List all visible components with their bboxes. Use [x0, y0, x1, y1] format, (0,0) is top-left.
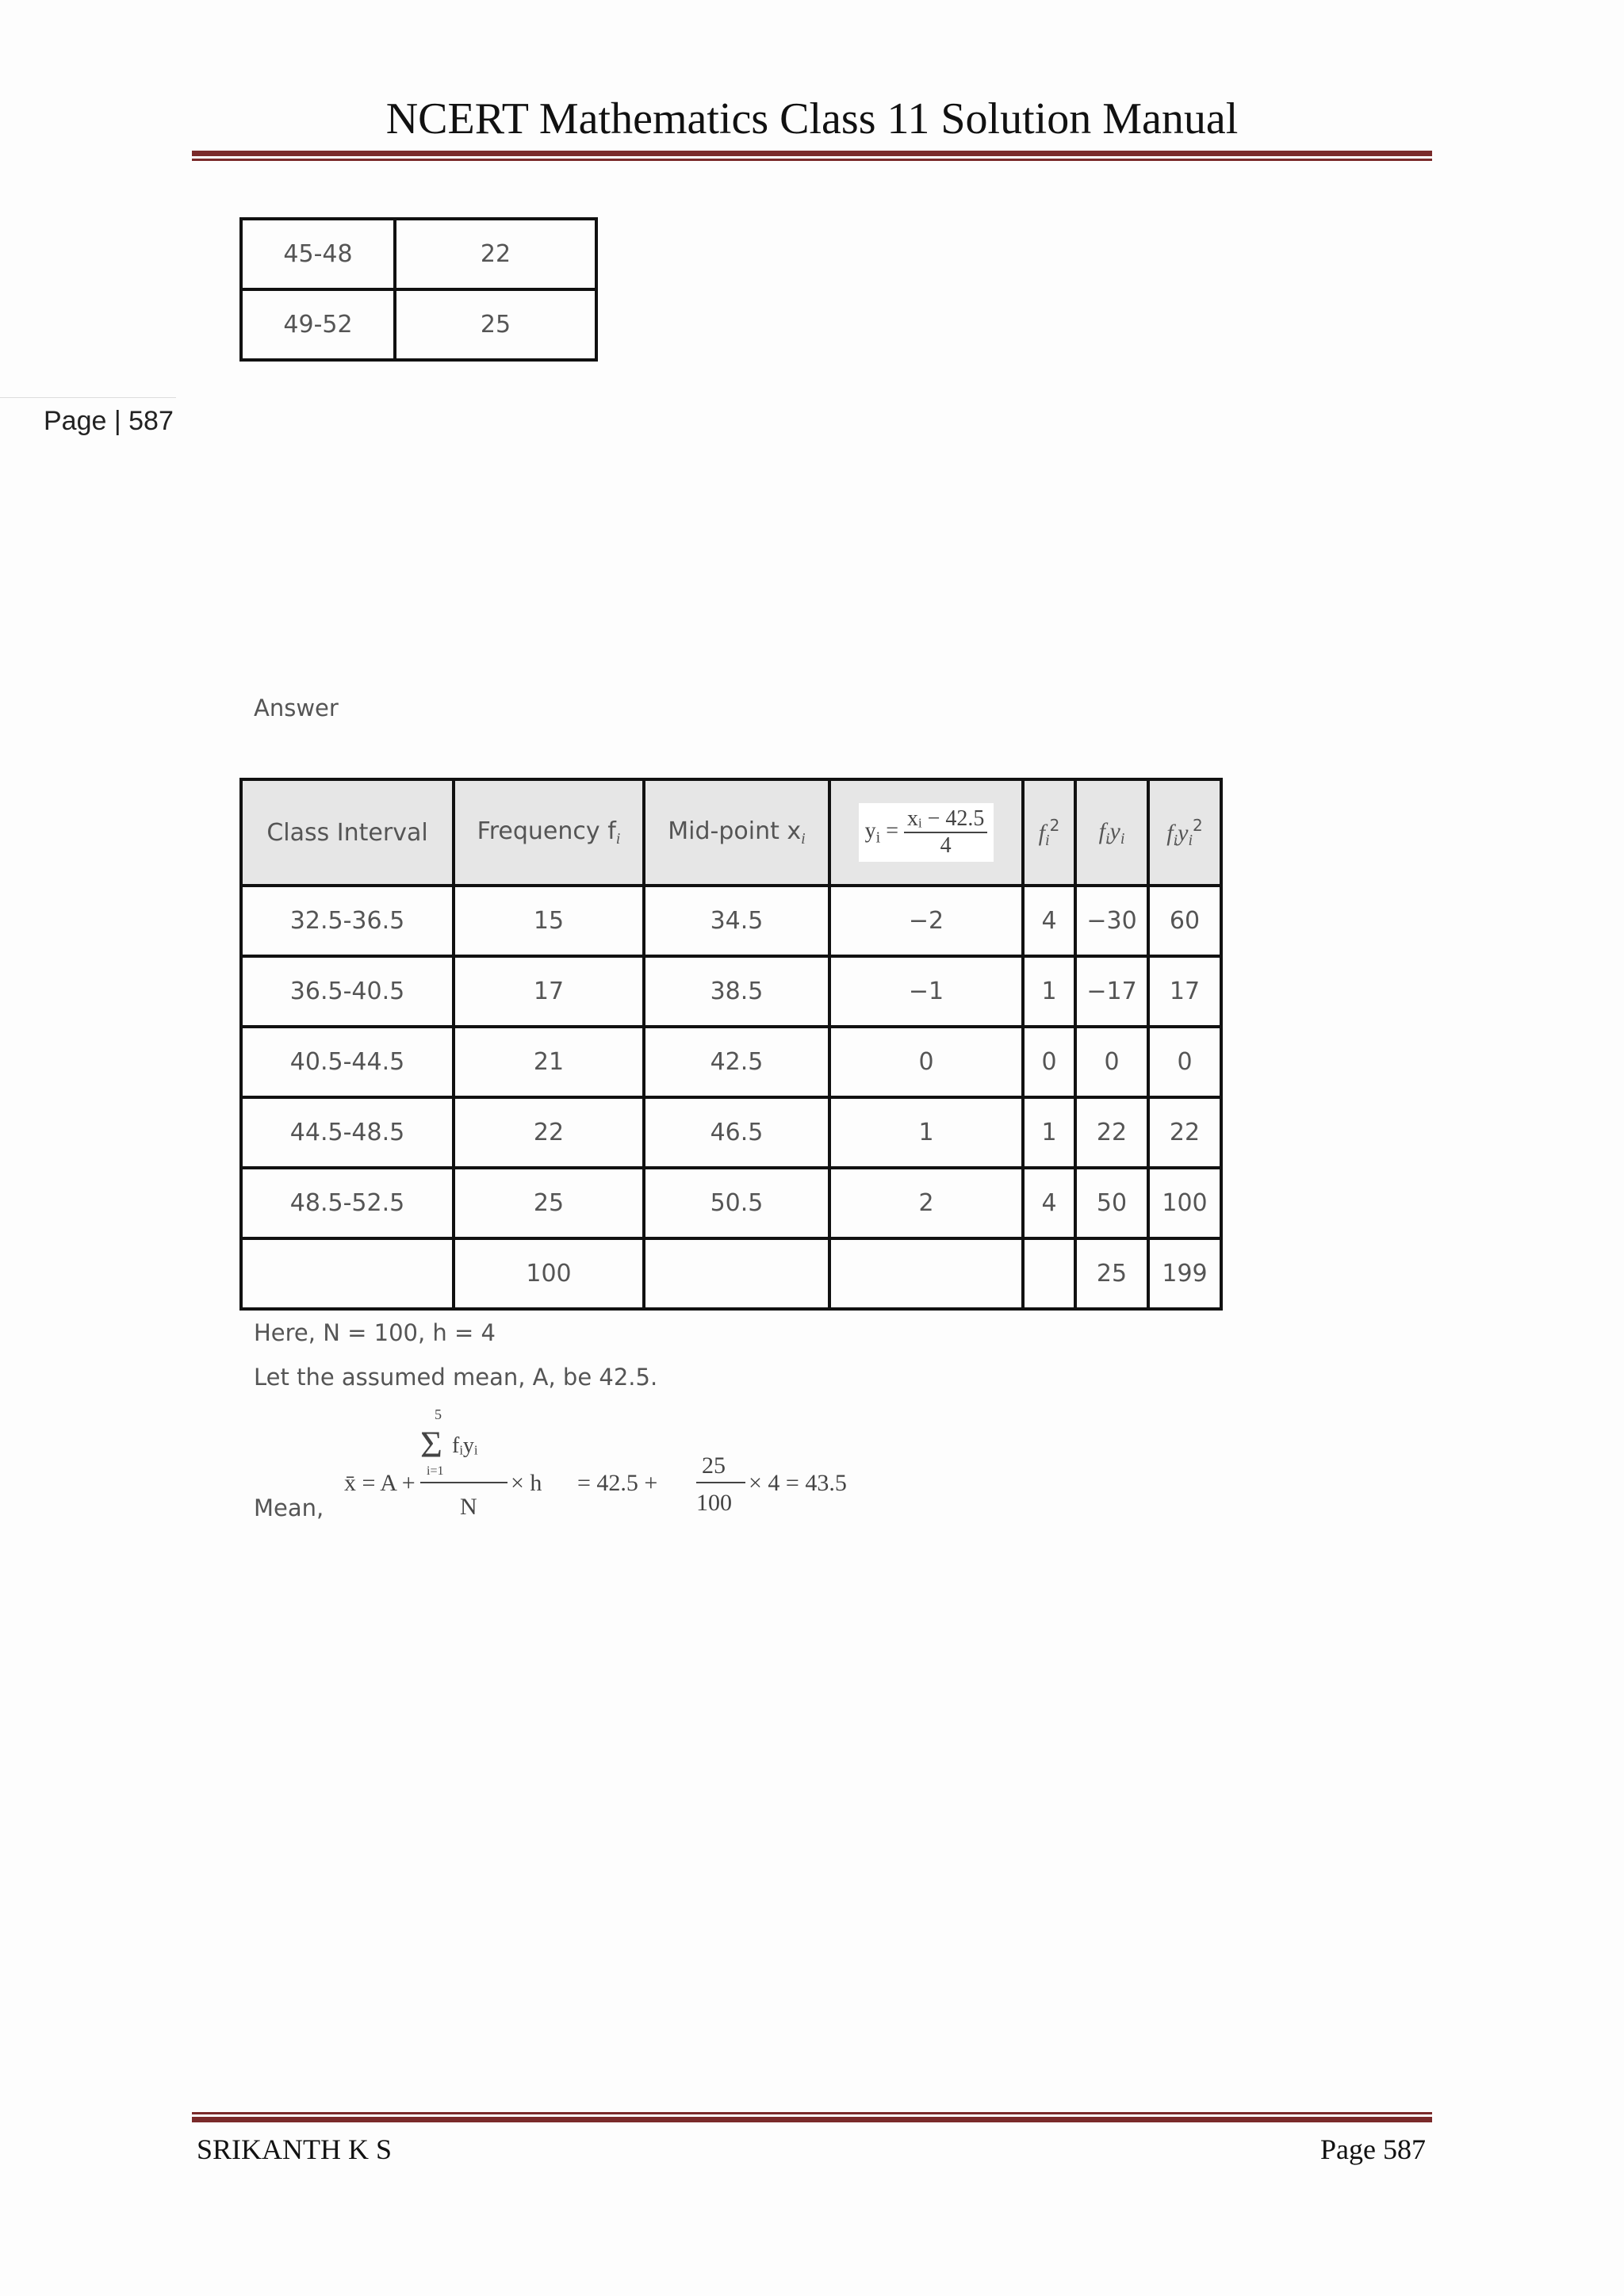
- header-class-interval: Class Interval: [241, 779, 454, 886]
- table-cell: 46.5: [644, 1097, 829, 1168]
- header-yi-formula: $y_i$ = $\frac{\text{xᵢ − 42.5}}{4}$: [829, 779, 1023, 886]
- table-row: [241, 956, 1221, 1027]
- table-cell: 44.5-48.5: [241, 1097, 454, 1168]
- table-row: [241, 289, 596, 360]
- table-cell: 1: [829, 1097, 1023, 1168]
- table-cell: 50.5: [644, 1168, 829, 1238]
- sum-lower-limit: i=1: [427, 1464, 444, 1478]
- table-cell: 36.5-40.5: [241, 956, 454, 1027]
- table-cell: 17: [454, 956, 644, 1027]
- mean-lhs: x̄ = A +: [344, 1470, 416, 1496]
- table-cell: 4: [1023, 1168, 1075, 1238]
- table-cell: 100: [454, 1238, 644, 1309]
- table-cell: 25: [454, 1168, 644, 1238]
- solution-table: [239, 778, 1223, 1311]
- table-total-row: [241, 1238, 1221, 1309]
- table-row: [241, 219, 596, 289]
- times-h: × h: [511, 1470, 542, 1496]
- table-cell: −1: [829, 956, 1023, 1027]
- table-cell: 0: [1148, 1027, 1221, 1097]
- sidebar-page-label: Page | 587: [44, 406, 174, 436]
- answer-label: Answer: [254, 695, 339, 721]
- footer-page-number: Page 587: [1320, 2133, 1426, 2165]
- here-statement: Here, N = 100, h = 4: [254, 1319, 496, 1346]
- table-cell: 22: [1075, 1097, 1148, 1168]
- table-cell: −30: [1075, 886, 1148, 956]
- header-rule-thin: [192, 159, 1432, 161]
- table-cell: −2: [829, 886, 1023, 956]
- table-cell: 25: [395, 289, 596, 360]
- sum-upper-limit: 5: [435, 1406, 442, 1422]
- equals-value: = 42.5 +: [577, 1470, 658, 1496]
- table-cell: 38.5: [644, 956, 829, 1027]
- assumed-mean-statement: Let the assumed mean, A, be 42.5.: [254, 1364, 658, 1391]
- fraction-numerator: 25: [702, 1452, 726, 1479]
- table-cell: 17: [1148, 956, 1221, 1027]
- table-cell: 50: [1075, 1168, 1148, 1238]
- table-header-row: [241, 779, 1221, 886]
- table-cell: 25: [1075, 1238, 1148, 1309]
- header-fiyi-squared: $f_iy_i^2$: [1148, 779, 1221, 886]
- table-cell: 22: [395, 219, 596, 289]
- table-cell: 32.5-36.5: [241, 886, 454, 956]
- mean-result: × 4 = 43.5: [749, 1470, 847, 1496]
- table-cell: −17: [1075, 956, 1148, 1027]
- continued-data-table: [239, 217, 598, 362]
- table-row: [241, 1097, 1221, 1168]
- table-cell: 4: [1023, 886, 1075, 956]
- table-cell: 0: [1075, 1027, 1148, 1097]
- table-cell: 22: [454, 1097, 644, 1168]
- table-cell: 48.5-52.5: [241, 1168, 454, 1238]
- table-row: [241, 1168, 1221, 1238]
- sidebar-divider: [0, 397, 176, 398]
- footer-rule-thick: [192, 2117, 1432, 2122]
- table-cell: 1: [1023, 956, 1075, 1027]
- table-cell: [1023, 1238, 1075, 1309]
- header-rule-thick: [192, 151, 1432, 156]
- fraction-denominator: 100: [696, 1490, 732, 1516]
- table-cell: 2: [829, 1168, 1023, 1238]
- mean-label: Mean,: [254, 1494, 324, 1521]
- table-cell: 21: [454, 1027, 644, 1097]
- table-cell: 34.5: [644, 886, 829, 956]
- table-row: [241, 1027, 1221, 1097]
- mean-formula-svg: [341, 1403, 896, 1538]
- table-cell: 0: [829, 1027, 1023, 1097]
- table-cell: 15: [454, 886, 644, 956]
- table-cell: 0: [1023, 1027, 1075, 1097]
- table-cell: 40.5-44.5: [241, 1027, 454, 1097]
- denominator-n: N: [460, 1494, 477, 1520]
- table-cell: 60: [1148, 886, 1221, 956]
- table-cell: 199: [1148, 1238, 1221, 1309]
- table-cell: [241, 1238, 454, 1309]
- table-cell: 100: [1148, 1168, 1221, 1238]
- table-cell: 1: [1023, 1097, 1075, 1168]
- footer-rule-thin: [192, 2112, 1432, 2114]
- header-fiyi: $f_iy_i$: [1075, 779, 1148, 886]
- mean-formula: [254, 1403, 888, 1538]
- page-header-title: NCERT Mathematics Class 11 Solution Manual: [385, 94, 1239, 144]
- table-cell: [829, 1238, 1023, 1309]
- table-cell: 49-52: [241, 289, 395, 360]
- header-fi-squared: $f_i^2$: [1023, 779, 1075, 886]
- header-frequency: Frequency $f_i$: [454, 779, 644, 886]
- sigma-symbol: Σ: [420, 1424, 442, 1466]
- table-cell: 42.5: [644, 1027, 829, 1097]
- table-cell: 22: [1148, 1097, 1221, 1168]
- table-row: [241, 886, 1221, 956]
- header-midpoint: Mid-point $x_i$: [644, 779, 829, 886]
- sum-term: fᵢyᵢ: [452, 1433, 478, 1458]
- footer-author: SRIKANTH K S: [197, 2133, 393, 2165]
- table-cell: [644, 1238, 829, 1309]
- table-cell: 45-48: [241, 219, 395, 289]
